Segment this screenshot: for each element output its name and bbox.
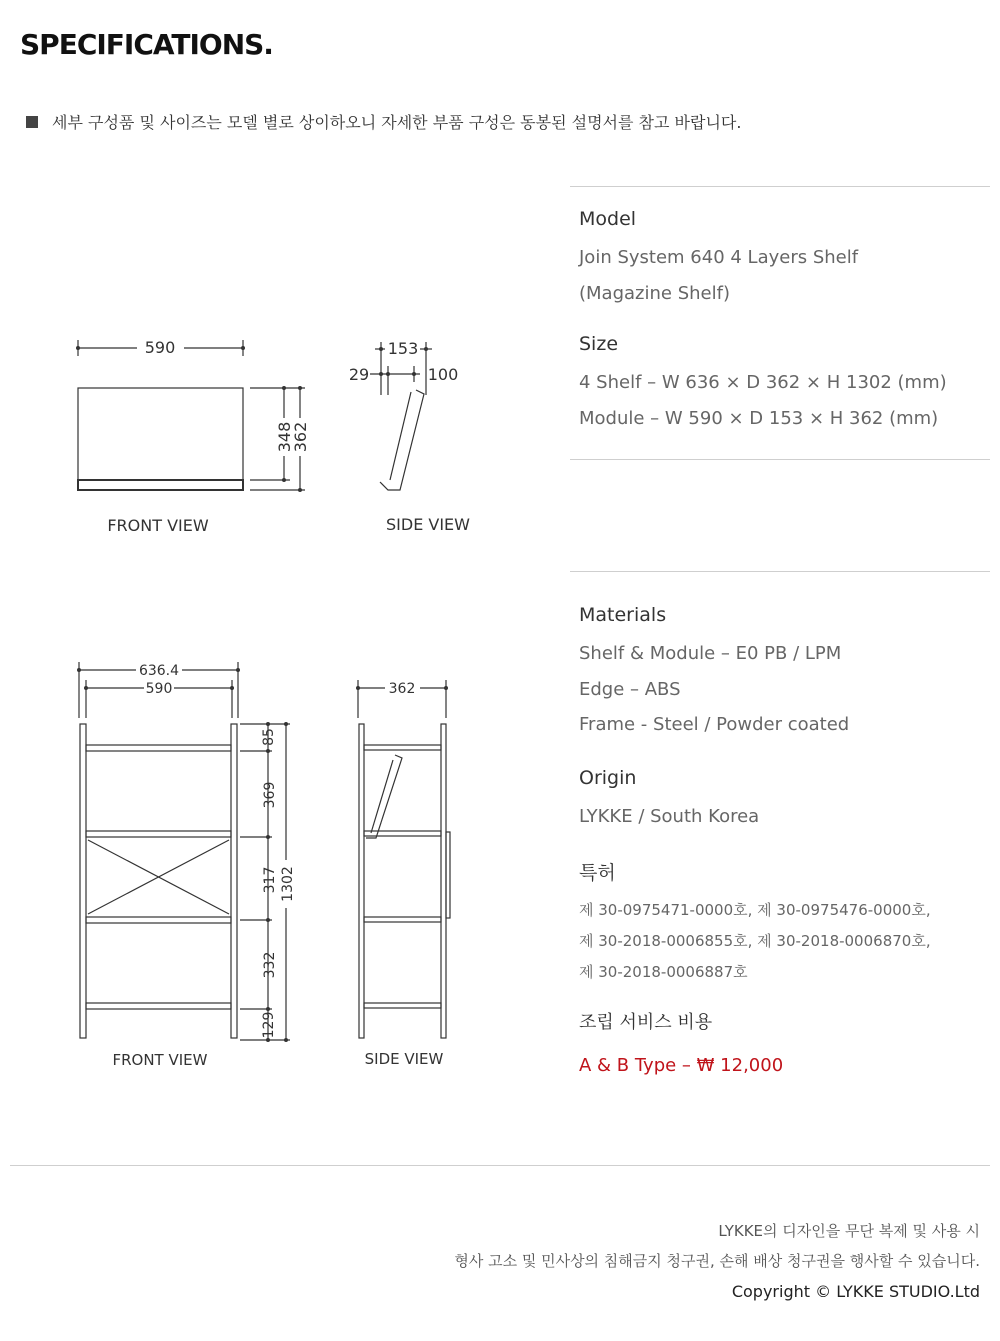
page-title: SPECIFICATIONS. xyxy=(20,28,273,61)
origin-heading: Origin xyxy=(579,766,637,789)
dim-depth-29: 29 xyxy=(348,365,370,384)
module-diagram xyxy=(0,300,560,560)
dim-depth-153: 153 xyxy=(387,339,419,358)
patent-line-1: 제 30-0975471-0000호, 제 30-0975476-0000호, xyxy=(579,901,931,919)
notice xyxy=(26,110,741,133)
footer-line-2: 형사 고소 및 민사상의 침해금지 청구권, 손해 배상 청구권을 행사할 수 있습니다. xyxy=(454,1252,980,1270)
bullet-square-icon xyxy=(26,116,38,128)
size-heading: Size xyxy=(579,333,619,355)
divider-mid-2 xyxy=(570,571,990,572)
materials-heading: Materials xyxy=(579,604,667,626)
front-view-label: FRONT VIEW xyxy=(112,1051,208,1069)
dim-width: 590 xyxy=(144,338,176,357)
front-view-label: FRONT VIEW xyxy=(107,516,209,535)
dim-seg-317: 317 xyxy=(262,866,278,894)
spec-materials xyxy=(579,604,989,1084)
dim-height-362: 362 xyxy=(291,421,310,453)
model-heading: Model xyxy=(579,208,637,230)
spec-model-size xyxy=(579,208,989,436)
dim-seg-369: 369 xyxy=(262,781,278,809)
materials-frame: Frame - Steel / Powder coated xyxy=(579,714,850,735)
patent-heading: 특허 xyxy=(579,862,616,884)
dim-width-636: 636.4 xyxy=(138,663,180,679)
assembly-heading: 조립 서비스 비용 xyxy=(579,1012,713,1033)
materials-shelf: Shelf & Module – E0 PB / LPM xyxy=(579,643,842,664)
side-view-label: SIDE VIEW xyxy=(386,515,470,534)
footer-line-1: LYKKE의 디자인을 무단 복제 및 사용 시 xyxy=(718,1222,980,1240)
model-name: Join System 640 4 Layers Shelf xyxy=(579,247,859,268)
dim-seg-129: 129 xyxy=(261,1011,277,1039)
divider-top xyxy=(570,186,990,187)
size-module: Module – W 590 × D 153 × H 362 (mm) xyxy=(579,407,939,429)
dim-depth-362: 362 xyxy=(388,681,416,697)
dim-height-348: 348 xyxy=(275,421,294,453)
side-view-label: SIDE VIEW xyxy=(364,1050,444,1068)
divider-footer xyxy=(10,1165,990,1166)
materials-edge: Edge – ABS xyxy=(579,678,681,700)
patent-line-2: 제 30-2018-0006855호, 제 30-2018-0006870호, xyxy=(579,932,931,950)
dim-depth-100: 100 xyxy=(427,365,459,384)
footer-copyright: Copyright © LYKKE STUDIO.Ltd xyxy=(731,1282,980,1301)
notice-text: 세부 구성품 및 사이즈는 모델 별로 상이하오니 자세한 부품 구성은 동봉된 설명서를 참고 바랍니다. xyxy=(52,113,742,132)
model-subname: (Magazine Shelf) xyxy=(579,282,730,304)
dim-seg-85: 85 xyxy=(261,728,277,746)
origin-value: LYKKE / South Korea xyxy=(579,805,760,827)
dim-width-590: 590 xyxy=(145,681,173,697)
assembly-price: A & B Type – ₩ 12,000 xyxy=(579,1055,784,1076)
size-shelf: 4 Shelf – W 636 × D 362 × H 1302 (mm) xyxy=(579,372,947,393)
dim-seg-332: 332 xyxy=(262,951,278,979)
patent-line-3: 제 30-2018-0006887호 xyxy=(579,963,748,981)
dim-total-1302: 1302 xyxy=(280,866,296,902)
divider-mid-1 xyxy=(570,459,990,460)
shelf-diagram xyxy=(0,655,560,1075)
